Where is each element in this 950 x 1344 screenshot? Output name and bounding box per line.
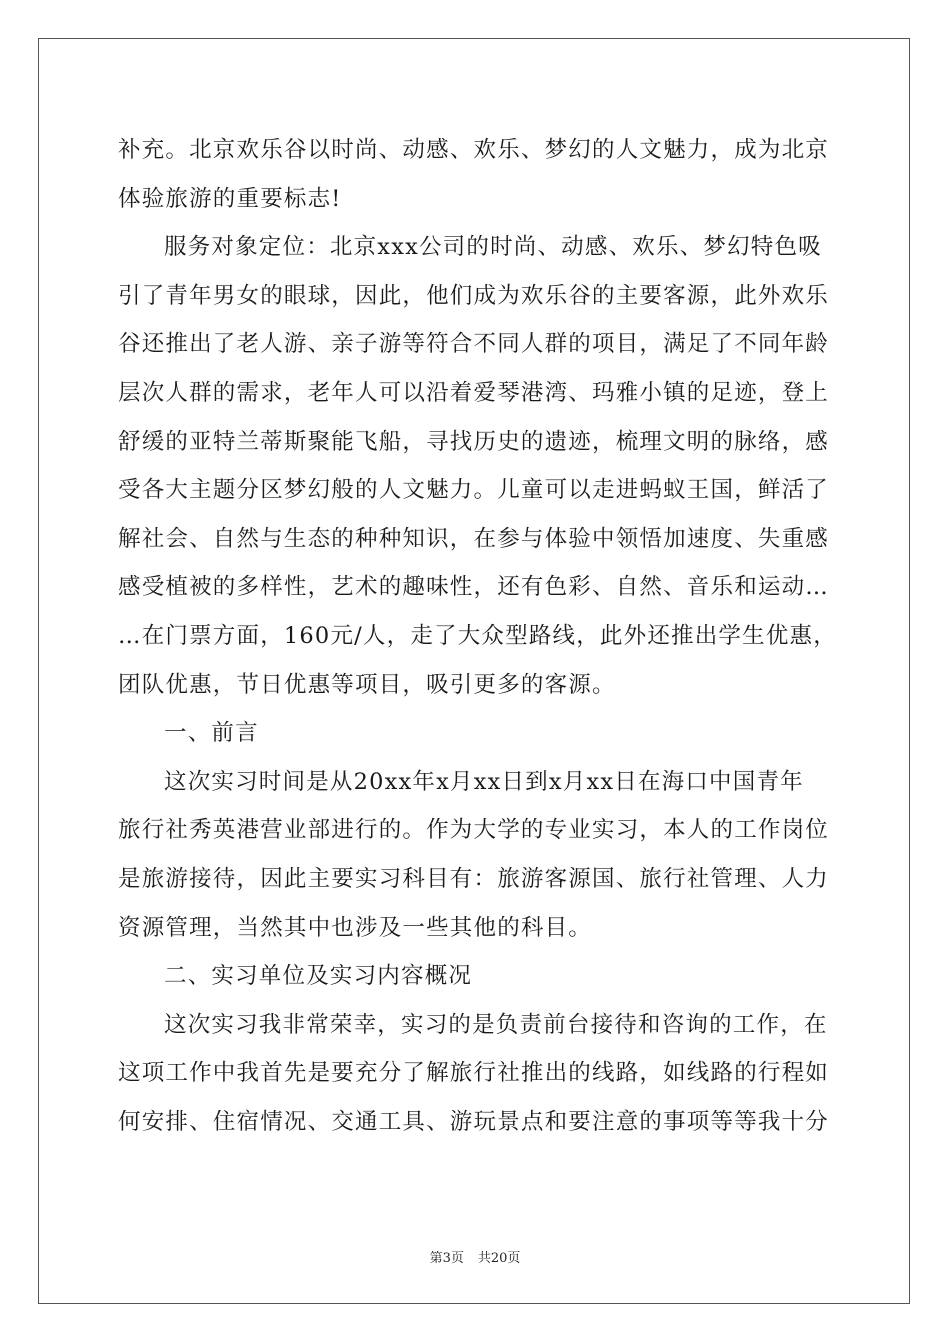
page-number: 第3页 xyxy=(429,1251,464,1266)
text-line: 何安排、住宿情况、交通工具、游玩景点和要注意的事项等等我十分 xyxy=(118,1108,830,1135)
paragraph-start-line: 这次实习时间是从20xx年x月xx日到x月xx日在海口中国青年 xyxy=(164,768,804,795)
text-line: 受各大主题分区梦幻般的人文魅力。儿童可以走进蚂蚁王国，鲜活了 xyxy=(118,477,830,504)
text-line: 补充。北京欢乐谷以时尚、动感、欢乐、梦幻的人文魅力，成为北京 xyxy=(118,137,830,163)
text-line: 旅行社秀英港营业部进行的。作为大学的专业实习，本人的工作岗位 xyxy=(118,817,830,844)
section-heading-preface: 一、前言 xyxy=(164,720,259,747)
text-line: 层次人群的需求，老年人可以沿着爱琴港湾、玛雅小镇的足迹，登上 xyxy=(118,379,830,406)
text-line: 谷还推出了老人游、亲子游等符合不同人群的项目，满足了不同年龄 xyxy=(118,331,830,358)
document-body xyxy=(118,126,838,1146)
text-line: 解社会、自然与生态的种种知识，在参与体验中领悟加速度、失重感 xyxy=(118,525,830,552)
page-total: 共20页 xyxy=(477,1251,521,1266)
text-line: 感受植被的多样性，艺术的趣味性，还有色彩、自然、音乐和运动… xyxy=(118,574,830,601)
text-line: 资源管理，当然其中也涉及一些其他的科目。 xyxy=(118,914,593,941)
section-heading-internship-overview: 二、实习单位及实习内容概况 xyxy=(164,963,473,990)
text-line: 体验旅游的重要标志! xyxy=(118,185,342,212)
text-line: 舒缓的亚特兰蒂斯聚能飞船，寻找历史的遗迹，梳理文明的脉络，感 xyxy=(118,428,830,455)
text-line: 这项工作中我首先是要充分了解旅行社推出的线路，如线路的行程如 xyxy=(118,1060,830,1087)
text-line: 引了青年男女的眼球，因此，他们成为欢乐谷的主要客源，此外欢乐 xyxy=(118,282,830,309)
paragraph-start-line: 这次实习我非常荣幸，实习的是负责前台接待和咨询的工作，在 xyxy=(164,1011,828,1038)
page-footer xyxy=(0,1247,950,1266)
paragraph-start-line: 服务对象定位：北京xxx公司的时尚、动感、欢乐、梦幻特色吸 xyxy=(164,234,822,261)
text-line: …在门票方面，160元/人，走了大众型路线，此外还推出学生优惠， xyxy=(118,622,837,649)
text-line: 团队优惠，节日优惠等项目，吸引更多的客源。 xyxy=(118,671,616,698)
text-line: 是旅游接待，因此主要实习科目有：旅游客源国、旅行社管理、人力 xyxy=(118,865,830,892)
